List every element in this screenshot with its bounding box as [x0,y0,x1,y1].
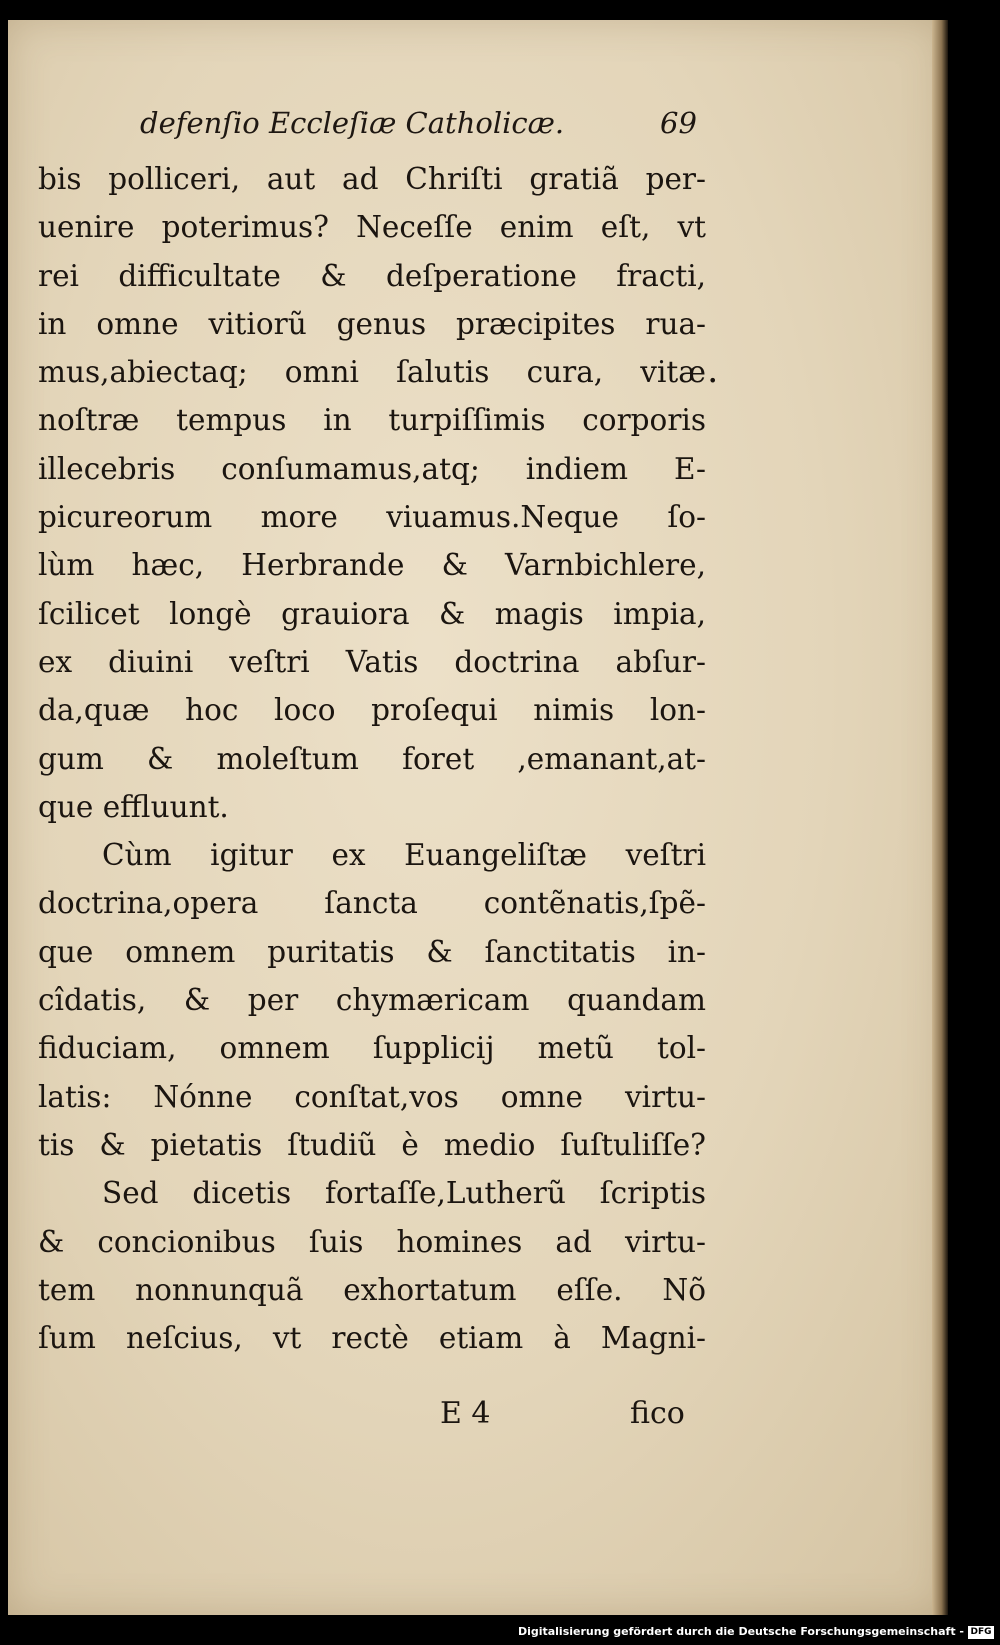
text-line: latis: Nónne conſtat,vos omne virtu- [38,1079,706,1114]
margin-mark: • [708,371,718,390]
text-line: ſcilicet longè grauiora & magis impia, [38,596,706,631]
footer-bar [0,1622,1000,1645]
text-line: doctrina,opera ſancta contẽnatis,ſpẽ- [38,886,706,921]
funding-credit: Digitalisierung gefördert durch die Deutsche Forschungsgemeinschaft - [517,1625,964,1638]
text-line: que effluunt. [38,789,229,824]
text-line: rei difficultate & deſperatione fracti, [38,258,706,293]
catchword: fico [630,1396,685,1431]
running-title: defenſio Eccleſiæ Catholicæ. [140,106,565,140]
text-line: illecebris conſumamus,atq; indiem E- [38,451,706,486]
text-line: lùm hæc, Herbrande & Varnbichlere, [38,548,706,583]
body-text [38,155,706,1362]
text-line: cîdatis, & per chymæricam quandam [38,983,706,1018]
running-head [140,98,700,148]
text-line: picureorum more viuamus.Neque ſo- [38,500,706,535]
text-line: que omnem puritatis & ſanctitatis in- [38,934,706,969]
text-line: fiduciam, omnem ſupplicij metũ tol- [38,1031,706,1066]
text-line: bis polliceri, aut ad Chriſti gratiã per- [38,162,706,196]
page-edge [932,20,948,1615]
dfg-logo: DFG [968,1626,994,1639]
text-line: ex diuini veſtri Vatis doctrina abſur- [38,644,706,679]
text-line: uenire poterimus? Neceſſe enim eſt, vt [38,210,706,245]
text-line: tem nonnunquã exhortatum eſſe. Nõ [38,1272,706,1307]
text-line: in omne vitiorũ genus præcipites rua- [38,306,706,341]
text-line: noſtræ tempus in turpiſſimis corporis [38,403,706,438]
text-line: tis & pietatis ſtudiũ è medio ſuſtuliſſe? [38,1127,706,1162]
text-line: Cùm igitur ex Euangeliſtæ veſtri [102,838,706,873]
text-line: mus,abiectaq; omni ſalutis cura, vitæ [38,355,706,390]
text-line: ſum neſcius, vt rectè etiam à Magni- [38,1321,706,1356]
page-number: 69 [660,106,697,140]
text-line: da,quæ hoc loco proſequi nimis lon- [38,693,706,728]
text-line: gum & moleſtum foret ,emanant,at- [38,741,706,776]
text-line: Sed dicetis fortaſſe,Lutherũ ſcriptis [102,1176,706,1211]
signature-mark: E 4 [440,1396,491,1431]
text-line: & concionibus ſuis homines ad virtu- [38,1224,706,1259]
